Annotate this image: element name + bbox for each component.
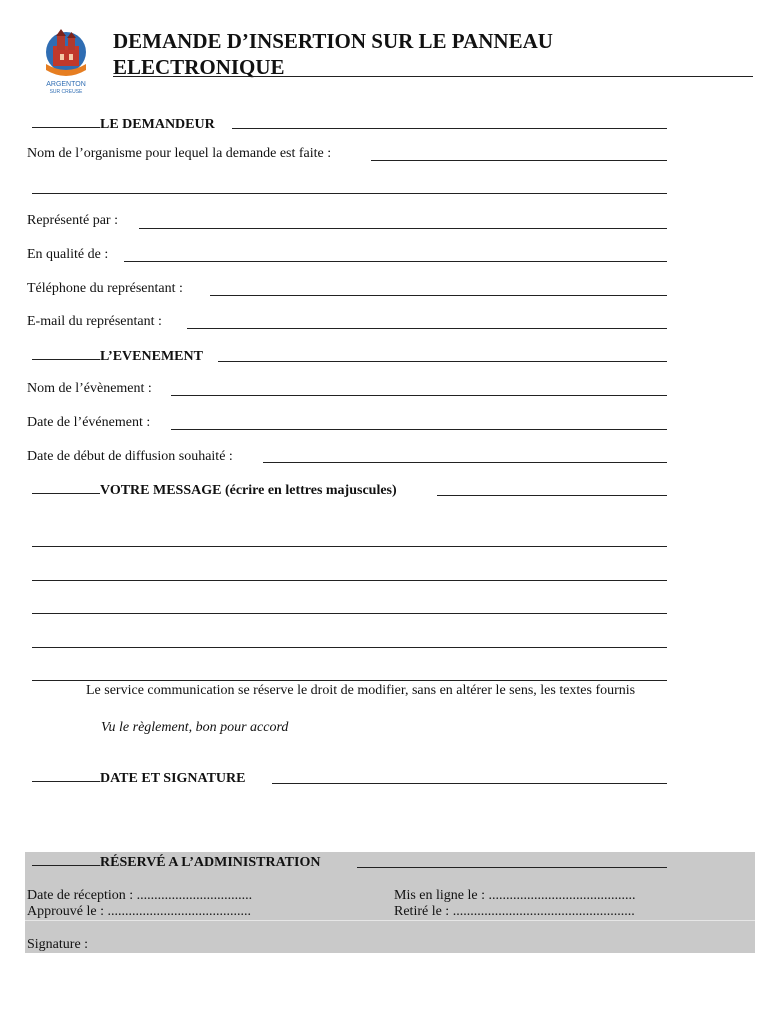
represente-field[interactable] (139, 228, 667, 229)
organisme-field[interactable] (371, 160, 667, 161)
diffusion-debut-label: Date de début de diffusion souhaité : (27, 449, 233, 464)
document-title (113, 28, 673, 80)
telephone-field[interactable] (210, 295, 667, 296)
section-message-heading: VOTRE MESSAGE (écrire en lettres majuscules) (32, 481, 397, 499)
title-line-1: DEMANDE D’INSERTION SUR LE PANNEAU (113, 29, 553, 53)
accord-text: Vu le règlement, bon pour accord (101, 720, 289, 735)
en-ligne-label: Mis en ligne le : .......................................... (394, 888, 636, 903)
qualite-field[interactable] (124, 261, 667, 262)
section-administration-heading: RÉSERVÉ A L’ADMINISTRATION (32, 853, 320, 871)
evenement-nom-label: Nom de l’évènement : (27, 381, 152, 396)
evenement-nom-field[interactable] (171, 395, 667, 396)
signature-field[interactable] (272, 783, 667, 784)
section-message-rule (437, 495, 667, 496)
section-administration-rule (357, 867, 667, 868)
title-line-2: ELECTRONIQUE (113, 55, 285, 79)
message-line-3[interactable] (32, 613, 667, 614)
email-field[interactable] (187, 328, 667, 329)
section-signature-heading: DATE ET SIGNATURE (32, 769, 245, 787)
approuve-label: Approuvé le : ......................................... (27, 904, 251, 919)
reception-date-label: Date de réception : ................................. (27, 888, 253, 903)
evenement-date-label: Date de l’événement : (27, 415, 151, 430)
section-demandeur-heading: LE DEMANDEUR (32, 115, 215, 133)
town-logo (40, 26, 92, 96)
section-evenement-heading: L’EVENEMENT (32, 347, 203, 365)
section-evenement-rule (218, 361, 667, 362)
logo-text-2: SUR CREUSE (49, 89, 83, 95)
message-line-4[interactable] (32, 647, 667, 648)
admin-signature-label: Signature : (27, 937, 89, 952)
evenement-date-field[interactable] (171, 429, 667, 430)
administration-separator (25, 920, 755, 921)
organisme-label: Nom de l’organisme pour lequel la demande est faite : (27, 146, 332, 161)
section-demandeur-rule (232, 128, 667, 129)
message-line-2[interactable] (32, 580, 667, 581)
title-rule (113, 76, 753, 77)
retire-label: Retiré le : .................................................... (394, 904, 635, 919)
logo-text-1: ARGENTON (46, 81, 86, 88)
email-label: E-mail du représentant : (27, 314, 162, 329)
organisme-field-continued[interactable] (32, 193, 667, 194)
qualite-label: En qualité de : (27, 247, 109, 262)
represente-label: Représenté par : (27, 213, 118, 228)
message-line-5[interactable] (32, 680, 667, 681)
telephone-label: Téléphone du représentant : (27, 281, 183, 296)
modification-notice: Le service communication se réserve le droit de modifier, sans en altérer le sens, les textes fournis (86, 683, 636, 698)
diffusion-debut-field[interactable] (263, 462, 667, 463)
message-line-1[interactable] (32, 546, 667, 547)
